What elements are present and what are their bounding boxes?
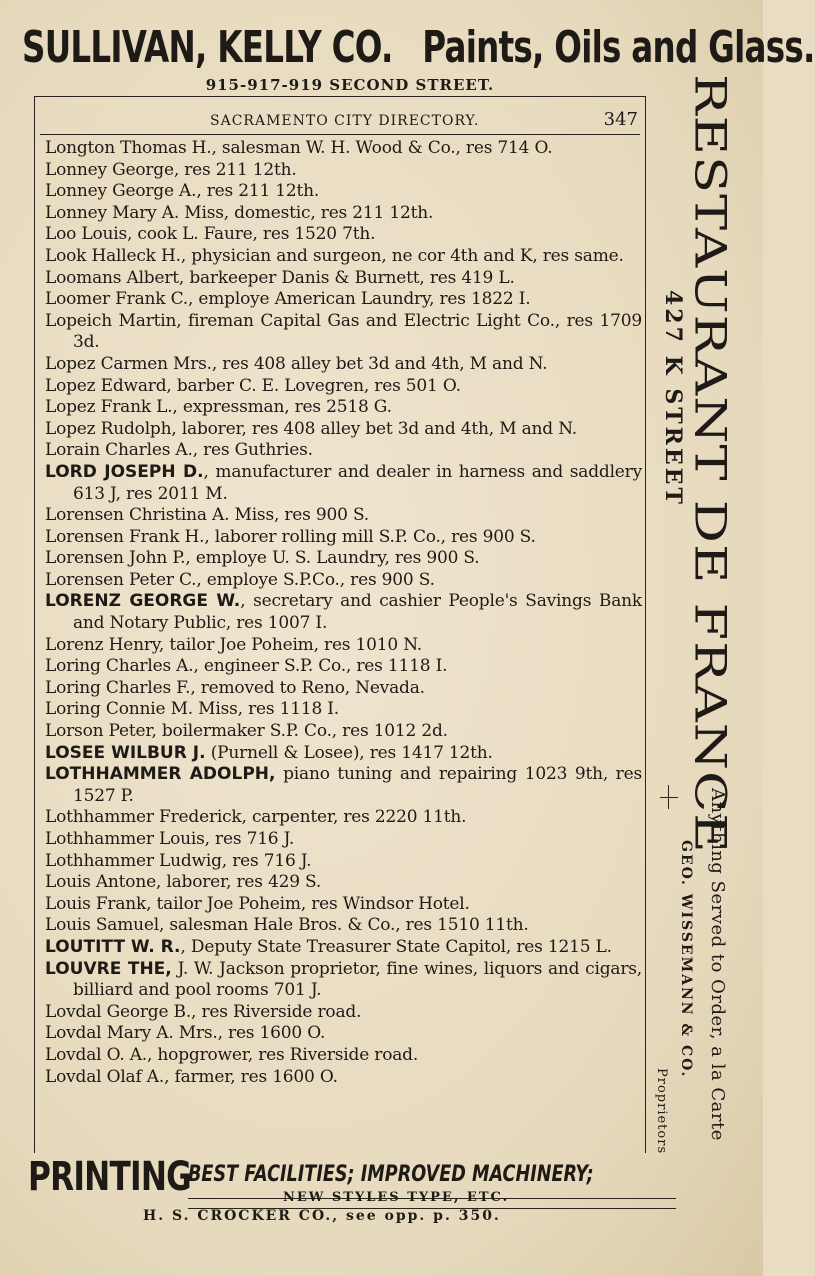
directory-entry (45, 527, 642, 549)
directory-entry (45, 354, 642, 376)
directory-entry (45, 548, 642, 570)
entry-text: Look Halleck H., physician and surgeon, ne cor 4th and K, res same. (45, 245, 624, 266)
directory-entry (45, 224, 642, 246)
entry-bold-name: LORENZ GEORGE W. (45, 591, 241, 612)
running-head (40, 109, 640, 133)
entry-text: Lorensen John P., employe U. S. Laundry, res 900 S. (45, 548, 480, 569)
directory-entry (45, 181, 642, 203)
directory-entry (45, 1023, 642, 1045)
directory-entry (45, 959, 642, 1002)
directory-entries (45, 138, 642, 1088)
entry-text: Loomans Albert, barkeeper Danis & Burnett, res 419 L. (45, 267, 515, 288)
entry-text: Lonney George, res 211 12th. (45, 159, 297, 180)
entry-text: Loring Charles A., engineer S.P. Co., res 1118 I. (45, 656, 448, 677)
entry-text: (Purnell & Losee), res 1417 12th. (205, 742, 493, 763)
bottom-ad-headline: PRINTING (28, 1154, 191, 1200)
directory-entry (45, 570, 642, 592)
directory-entry (45, 635, 642, 657)
entry-text: Lovdal Olaf A., farmer, res 1600 O. (45, 1066, 338, 1087)
directory-entry (45, 743, 642, 765)
entry-text: Lorensen Peter C., employe S.P.Co., res 900 S. (45, 569, 435, 590)
top-ad-address: 915-917-919 SECOND STREET. (205, 76, 495, 94)
entry-text: Loring Charles F., removed to Reno, Nevada. (45, 677, 425, 698)
directory-entry (45, 1002, 642, 1024)
entry-text: Lorensen Frank H., laborer rolling mill S.P. Co., res 900 S. (45, 526, 536, 547)
directory-entry (45, 419, 642, 441)
directory-entry (45, 591, 642, 634)
entry-bold-name: LOUVRE THE, (45, 958, 172, 979)
side-ad-divider-vertical (668, 785, 669, 809)
side-ad-proprietor: GEO. WISSEMANN & CO. (678, 840, 694, 1079)
directory-entry (45, 807, 642, 829)
directory-entry (45, 915, 642, 937)
entry-text: , manufacturer and dealer in harness and saddlery 613 J, res 2011 M. (73, 461, 642, 504)
directory-entry (45, 678, 642, 700)
bottom-advertisement (28, 1152, 668, 1252)
directory-entry (45, 268, 642, 290)
entry-text: Loomer Frank C., employe American Laundry, res 1822 I. (45, 289, 531, 310)
directory-entry (45, 311, 642, 354)
directory-entry (45, 246, 642, 268)
directory-entry (45, 851, 642, 873)
entry-text: Lonney Mary A. Miss, domestic, res 211 12th. (45, 202, 434, 223)
entry-text: Lorson Peter, boilermaker S.P. Co., res 1012 2d. (45, 721, 448, 742)
directory-entry (45, 937, 642, 959)
directory-entry (45, 376, 642, 398)
directory-entry (45, 440, 642, 462)
entry-text: Lopez Rudolph, laborer, res 408 alley bet 3d and 4th, M and N. (45, 418, 577, 439)
entry-text: Louis Samuel, salesman Hale Bros. & Co., res 1510 11th. (45, 915, 529, 936)
entry-text: Lopez Carmen Mrs., res 408 alley bet 3d and 4th, M and N. (45, 353, 548, 374)
bottom-ad-facilities: BEST FACILITIES; IMPROVED MACHINERY; (188, 1162, 594, 1187)
top-advertisement (22, 22, 815, 73)
directory-entry (45, 872, 642, 894)
entry-text: J. W. Jackson proprietor, fine wines, liquors and cigars, billiard and pool rooms 701 J. (73, 958, 642, 1001)
side-ad-street: 427 K STREET (660, 290, 686, 507)
directory-entry (45, 138, 642, 160)
page-number: 347 (603, 109, 638, 130)
entry-text: Lopez Frank L., expressman, res 2518 G. (45, 397, 392, 418)
entry-text: Lorain Charles A., res Guthries. (45, 440, 313, 461)
entry-text: Louis Antone, laborer, res 429 S. (45, 872, 322, 893)
entry-text: Lothhammer Ludwig, res 716 J. (45, 850, 312, 871)
directory-entry (45, 699, 642, 721)
entry-text: Lopeich Martin, fireman Capital Gas and Electric Light Co., res 1709 3d. (45, 310, 642, 353)
entry-text: , secretary and cashier People's Savings Bank and Notary Public, res 1007 I. (73, 591, 642, 634)
bottom-ad-new-styles: NEW STYLES TYPE, ETC. (283, 1190, 510, 1205)
directory-entry (45, 160, 642, 182)
directory-entry (45, 203, 642, 225)
entry-text: Louis Frank, tailor Joe Poheim, res Windsor Hotel. (45, 893, 470, 914)
entry-text: Lothhammer Frederick, carpenter, res 2220 11th. (45, 807, 467, 828)
directory-entry (45, 1045, 642, 1067)
entry-bold-name: LOUTITT W. R. (45, 936, 181, 957)
directory-entry (45, 656, 642, 678)
top-ad-firm: SULLIVAN, KELLY CO. (22, 22, 393, 73)
bottom-ad-crocker: H. S. CROCKER CO., see opp. p. 350. (143, 1208, 501, 1224)
entry-text: Lonney George A., res 211 12th. (45, 181, 320, 202)
entry-text: Lothhammer Louis, res 716 J. (45, 829, 295, 849)
entry-text: Loo Louis, cook L. Faure, res 1520 7th. (45, 224, 376, 245)
entry-text: Lovdal O. A., hopgrower, res Riverside road. (45, 1044, 419, 1065)
entry-text: Lovdal George B., res Riverside road. (45, 1001, 362, 1022)
entry-text: Lovdal Mary A. Mrs., res 1600 O. (45, 1023, 326, 1044)
header-rule (40, 134, 640, 135)
directory-entry (45, 505, 642, 527)
entry-bold-name: LORD JOSEPH D. (45, 461, 204, 482)
side-ad-tagline: Anything Served to Order, a la Carte (707, 788, 728, 1141)
entry-text: Lorensen Christina A. Miss, res 900 S. (45, 505, 369, 526)
top-ad-goods: Paints, Oils and Glass. (422, 22, 815, 73)
entry-text: piano tuning and repairing 1023 9th, res 1527 P. (73, 764, 642, 806)
entry-text: Lopez Edward, barber C. E. Lovegren, res 501 O. (45, 375, 461, 396)
directory-entry (45, 764, 642, 807)
directory-title: SACRAMENTO CITY DIRECTORY. (210, 113, 480, 129)
entry-text: Lorenz Henry, tailor Joe Poheim, res 1010 N. (45, 634, 422, 655)
directory-entry (45, 289, 642, 311)
side-ad-divider (660, 797, 678, 798)
entry-text: , Deputy State Treasurer State Capitol, res 1215 L. (180, 936, 612, 957)
directory-entry (45, 397, 642, 419)
entry-bold-name: LOTHHAMMER ADOLPH, (45, 764, 276, 785)
side-ad-proprietors-label: Proprietors (654, 1068, 669, 1155)
entry-text: Loring Connie M. Miss, res 1118 I. (45, 699, 339, 720)
entry-text: Longton Thomas H., salesman W. H. Wood & Co., res 714 O. (45, 138, 553, 158)
side-ad-restaurant-name: RESTAURANT DE FRANCE (685, 74, 736, 854)
directory-entry (45, 462, 642, 505)
entry-bold-name: LOSEE WILBUR J. (45, 742, 206, 763)
directory-entry (45, 894, 642, 916)
directory-entry (45, 721, 642, 743)
directory-entry (45, 829, 642, 851)
directory-entry (45, 1067, 642, 1089)
